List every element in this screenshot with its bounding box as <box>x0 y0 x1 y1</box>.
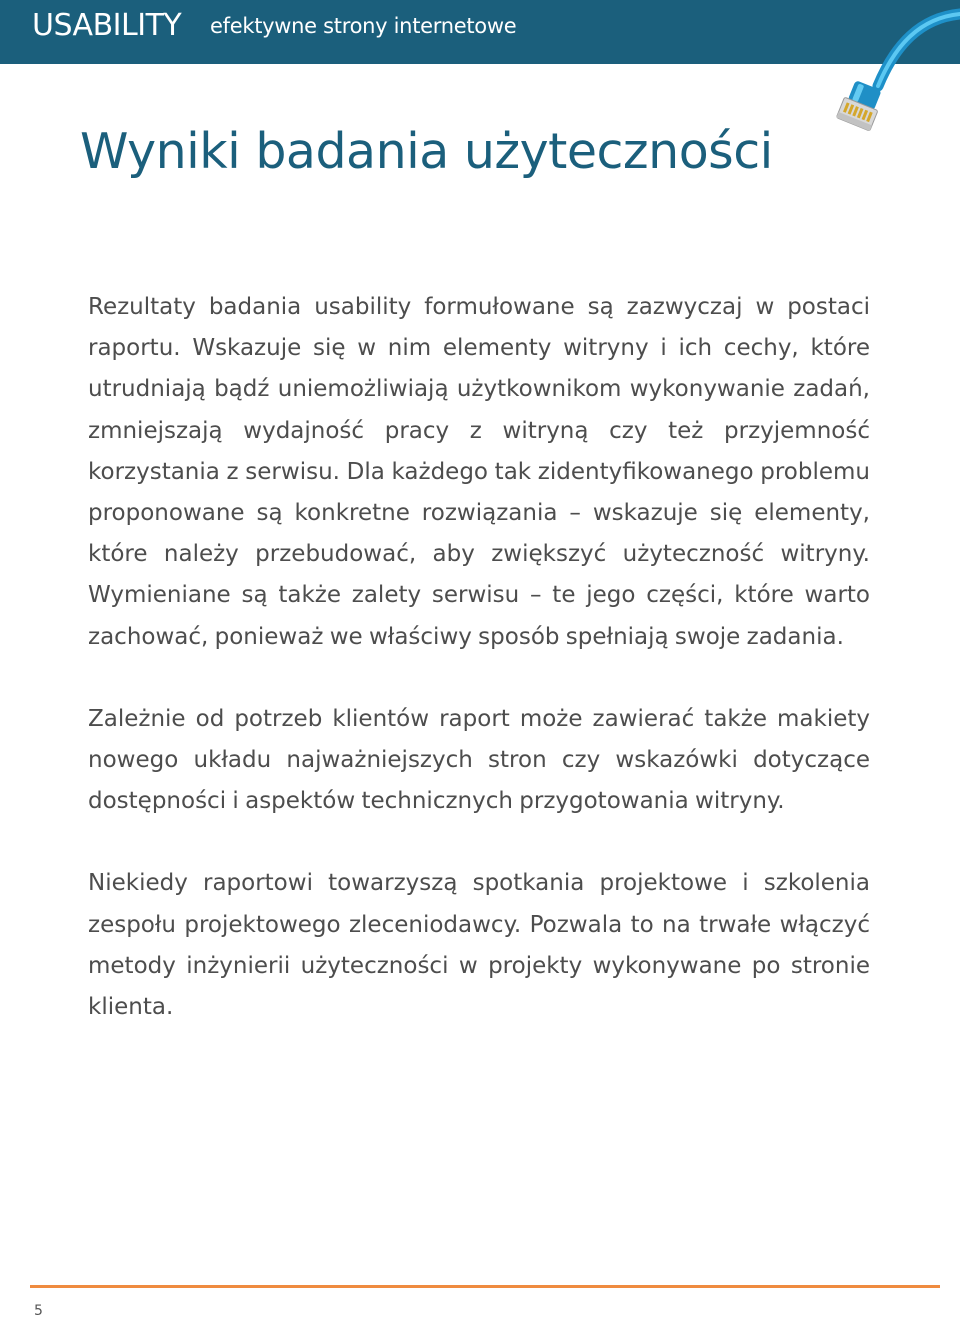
body-text <box>88 287 870 1069</box>
header-brand: USABILITY <box>32 8 182 43</box>
paragraph: Niekiedy raportowi towarzyszą spotkania projektowe i szkolenia zespołu projektowego zleceniodawcy. Pozwala to na trwałe włączyć metody inżynierii użyteczności w projekty wykonywane po stronie klienta. <box>88 870 870 1021</box>
page-title: Wyniki badania użyteczności <box>80 123 773 180</box>
header-tagline: efektywne strony internetowe <box>210 14 517 38</box>
paragraph: Zależnie od potrzeb klientów raport może zawierać także makiety nowego układu najważniejszych stron czy wskazówki dotyczące dostępności i aspektów technicznych przygotowania witryny. <box>88 705 870 815</box>
footer-divider <box>30 1285 940 1288</box>
paragraph: Rezultaty badania usability formułowane są zazwyczaj w postaci raportu. Wskazuje się w nim elementy witryny i ich cechy, które utrudniają bądź uniemożliwiają użytkownikom wykonywanie zadań, zmniejszają wydajność pracy z witryną czy też przyjemność korzystania z serwisu. Dla każdego tak zidentyfikowanego problemu proponowane są konkretne rozwiązania – wskazuje się elementy, które należy przebudować, aby zwiększyć użyteczność witryny. Wymieniane są także zalety serwisu – te jego części, które warto zachować, ponieważ we właściwy sposób spełniają swoje zadania. <box>88 294 870 650</box>
network-cable-icon <box>800 0 960 150</box>
page-number: 5 <box>34 1303 43 1319</box>
